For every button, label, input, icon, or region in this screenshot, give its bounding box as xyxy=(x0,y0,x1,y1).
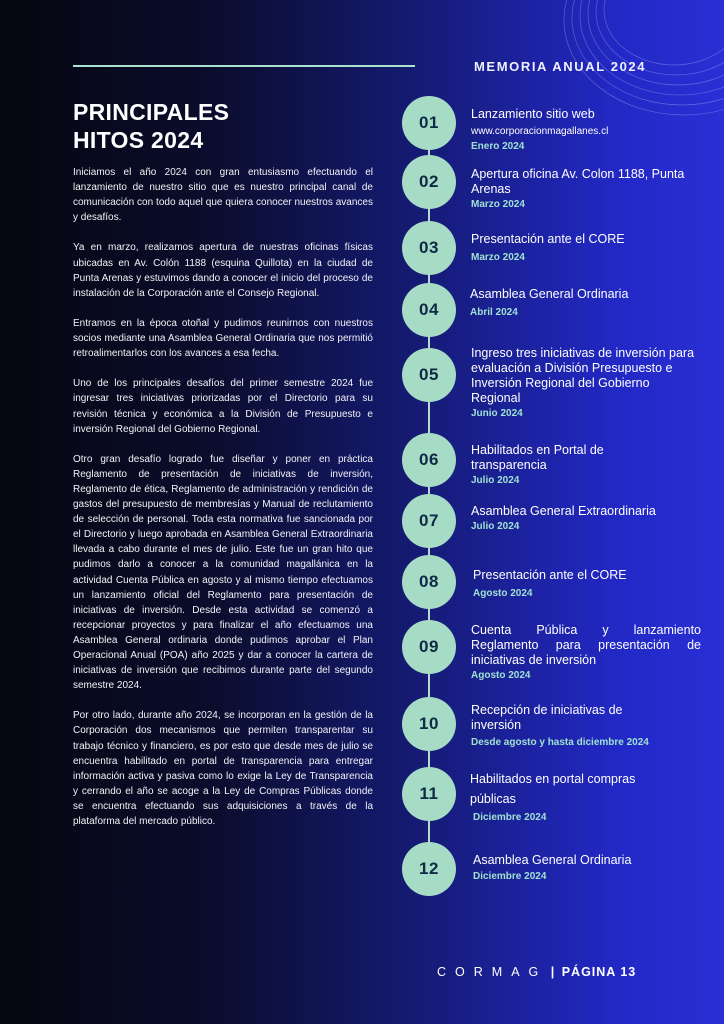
milestone-title: Presentación ante el CORE xyxy=(471,232,625,246)
footer xyxy=(437,965,636,979)
milestone-number: 01 xyxy=(402,96,456,150)
milestone-date: Agosto 2024 xyxy=(473,588,533,599)
top-divider xyxy=(73,65,415,67)
milestone-item xyxy=(470,287,700,319)
milestone-title: Asamblea General Ordinaria xyxy=(473,853,632,867)
milestone-number: 08 xyxy=(402,555,456,609)
paragraph: Uno de los principales desafíos del primer semestre 2024 fue ingresar tres iniciativas priorizadas por el Directorio para su revisión técnica y económica a la División de Presupuesto e inversión Regional del Gobierno Regional. xyxy=(73,378,373,435)
milestone-item xyxy=(471,232,701,264)
page-number: PÁGINA 13 xyxy=(561,965,637,979)
milestone-website: www.corporacionmagallanes.cl xyxy=(471,126,609,137)
milestone-item xyxy=(471,346,701,420)
milestone-date: Junio 2024 xyxy=(471,408,523,419)
milestone-date: Diciembre 2024 xyxy=(473,871,547,882)
milestone-date: Agosto 2024 xyxy=(471,670,531,681)
milestone-item xyxy=(471,703,671,749)
milestone-title: Asamblea General Extraordinaria xyxy=(471,504,656,518)
footer-brand: CORMAG xyxy=(437,965,548,979)
body-text xyxy=(73,165,373,844)
paragraph: Ya en marzo, realizamos apertura de nuestras oficinas físicas ubicadas en Av. Colón 1188 (esquina Quillota) en la ciudad de Punta Arenas y estuvimos dando a conocer el inicio del proceso de instalación de la Corporación ante el Consejo Regional. xyxy=(73,242,373,299)
milestone-title: Cuenta Pública y lanzamiento Reglamento para presentación de iniciativas de inversión xyxy=(471,623,701,667)
milestone-number: 07 xyxy=(402,494,456,548)
paragraph: Por otro lado, durante año 2024, se incorporan en la gestión de la Corporación dos mecanismos que permiten transparentar su trabajo técnico y financiero, es por esto que desde mes de julio se encuentra habilitado en portal de transparencia para entregar información activa y pasiva como lo exige la Ley de Transparencia y cerrando el año se acoge a la Ley de Compras Públicas donde se encuentra efectuando sus adquisiciones a través de la plataforma del mercado público. xyxy=(73,710,373,828)
milestone-item xyxy=(471,623,701,682)
milestone-date: Desde agosto y hasta diciembre 2024 xyxy=(471,737,649,748)
milestone-number: 03 xyxy=(402,221,456,275)
paragraph: Otro gran desafío logrado fue diseñar y poner en práctica Reglamento de presentación de iniciativas de inversión, Reglamento de ética, Reglamento de administración y rendición de gastos del presupuesto de membresías y Manual de reclutamiento de selección de personal. Toda esta normativa fue sancionada por el Directorio y luego aprobada en Asamblea General Extraordinaria llevada a cabo durante el mes de julio. Este fue un gran hito que pudimos darlo a conocer a la comunidad magallánica en la actividad Cuenta Pública en agosto y al mismo tiempo efectuamos un lanzamiento oficial del Reglamento para presentación de iniciativas de inversión. Desde esta actividad se comenzó a recepcionar proyectos y para finalizar el año efectuamos una Asamblea General ordinaria donde pudimos aprobar el Plan Operacional Anual (POA) año 2025 y dar a conocer la cartera de iniciativas de inversión que recibimos durante parte del segundo semestre 2024. xyxy=(73,453,373,692)
milestone-title: Habilitados en portal compras públicas xyxy=(470,772,636,806)
milestone-date: Diciembre 2024 xyxy=(473,812,547,823)
milestone-item xyxy=(471,167,701,211)
milestone-date: Marzo 2024 xyxy=(471,252,525,263)
milestone-title: Recepción de iniciativas de inversión xyxy=(471,703,623,732)
paragraph: Iniciamos el año 2024 con gran entusiasmo efectuando el lanzamiento de nuestro sitio que es nuestro principal canal de comunicación con todo aquel que quiera conocer nuestros avances y desafíos. xyxy=(73,167,373,224)
milestone-number: 04 xyxy=(402,283,456,337)
milestone-title: Apertura oficina Av. Colon 1188, Punta Arenas xyxy=(471,167,685,196)
milestone-item xyxy=(471,107,701,153)
milestone-date: Julio 2024 xyxy=(471,475,520,486)
milestone-number: 09 xyxy=(402,620,456,674)
milestone-title: Lanzamiento sitio web xyxy=(471,107,595,121)
page-title-line1: PRINCIPALES xyxy=(73,99,230,125)
milestone-date: Abril 2024 xyxy=(470,307,518,318)
milestone-number: 11 xyxy=(402,767,456,821)
milestone-number: 06 xyxy=(402,433,456,487)
milestone-item xyxy=(473,853,703,883)
milestone-title: Asamblea General Ordinaria xyxy=(470,287,629,301)
milestone-number: 02 xyxy=(402,155,456,209)
milestone-title: Ingreso tres iniciativas de inversión para evaluación a División Presupuesto e Inversión Regional del Gobierno Regional xyxy=(471,346,695,405)
milestone-item xyxy=(471,443,671,487)
page-title-line2: HITOS 2024 xyxy=(73,127,204,153)
page-title xyxy=(73,98,229,154)
header-title: MEMORIA ANUAL 2024 xyxy=(474,59,647,74)
milestone-item xyxy=(470,769,670,824)
milestone-title: Habilitados en Portal de transparencia xyxy=(471,443,604,472)
milestone-date: Marzo 2024 xyxy=(471,199,525,210)
footer-separator: | xyxy=(550,965,555,979)
milestone-date: Julio 2024 xyxy=(471,521,520,532)
paragraph: Entramos en la época otoñal y pudimos reunirnos con nuestros socios mediante una Asamblea General Ordinaria que nos permitió retroalimentarlos con los avances a esa fecha. xyxy=(73,317,373,360)
milestone-number: 05 xyxy=(402,348,456,402)
milestone-number: 10 xyxy=(402,697,456,751)
milestone-item xyxy=(473,568,703,600)
milestone-number: 12 xyxy=(402,842,456,896)
milestone-date: Enero 2024 xyxy=(471,141,525,152)
milestone-title: Presentación ante el CORE xyxy=(473,568,627,582)
milestone-item xyxy=(471,504,701,533)
